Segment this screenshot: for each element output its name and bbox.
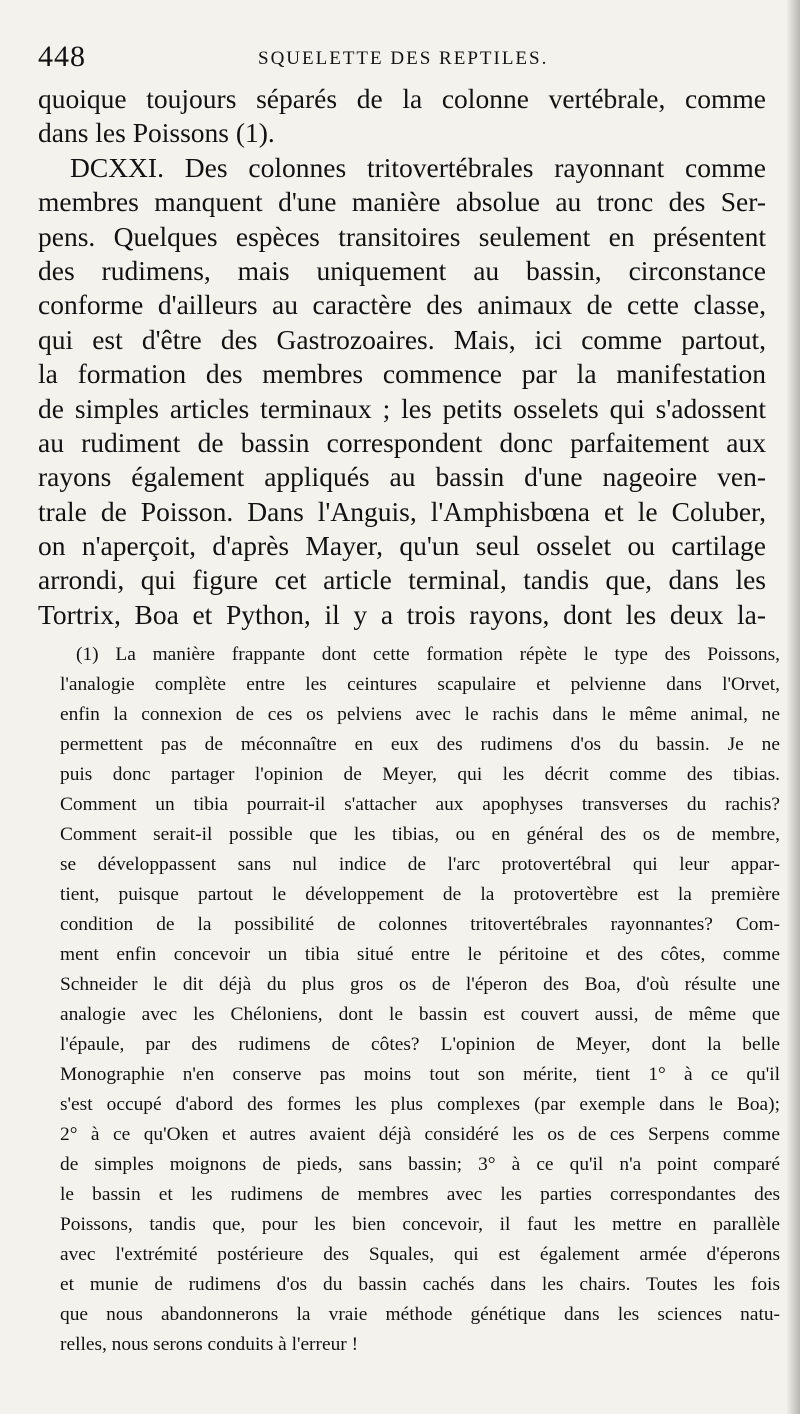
main-line: arrondi, qui figure cet article terminal, tandis que, dans les <box>38 564 766 596</box>
footnote-line: Poissons, tandis que, pour les bien concevoir, il faut les mettre en parallèle <box>60 1214 780 1235</box>
main-line: trale de Poisson. Dans l'Anguis, l'Amphisbœna et le Coluber, <box>38 495 766 527</box>
footnote-line: relles, nous serons conduits à l'erreur ! <box>60 1334 359 1355</box>
main-line: dans les Poissons (1). <box>38 117 275 149</box>
main-line: DCXXI. Des colonnes tritovertébrales rayonnant comme <box>70 151 766 183</box>
footnote-line: condition de la possibilité de colonnes tritovertébrales rayonnantes? Com- <box>60 914 780 935</box>
footnote-line: Comment serait-il possible que les tibias, ou en général des os de membre, <box>60 824 780 845</box>
footnote-line: avec l'extrémité postérieure des Squales, qui est également armée d'éperons <box>60 1244 780 1265</box>
main-line: au rudiment de bassin correspondent donc parfaitement aux <box>38 426 766 458</box>
footnote-line: Schneider le dit déjà du plus gros os de l'éperon des Boa, d'où résulte une <box>60 974 780 995</box>
main-line: de simples articles terminaux ; les petits osselets qui s'adossent <box>38 392 766 424</box>
main-line: quoique toujours séparés de la colonne vertébrale, comme <box>38 83 766 114</box>
footnote-line: tient, puisque partout le développement de la protovertèbre est la première <box>60 884 780 905</box>
footnote-line: de simples moignons de pieds, sans bassin; 3° à ce qu'il n'a point comparé <box>60 1154 780 1175</box>
page-edge-shadow <box>786 0 800 1414</box>
page-header <box>38 40 768 80</box>
footnote-line: que nous abandonnerons la vraie méthode génétique dans les sciences natu- <box>60 1304 780 1325</box>
footnote-line: s'est occupé d'abord des formes les plus complexes (par exemple dans le Boa); <box>60 1094 780 1115</box>
main-line: qui est d'être des Gastrozoaires. Mais, ici comme partout, <box>38 323 766 355</box>
footnote-line: 2° à ce qu'Oken et autres avaient déjà considéré les os de ces Serpens comme <box>60 1124 780 1145</box>
footnote-line: Comment un tibia pourrait-il s'attacher aux apophyses transverses du rachis? <box>60 794 780 815</box>
footnote-line: et munie de rudimens d'os du bassin cachés dans les chairs. Toutes les fois <box>60 1274 780 1295</box>
footnote-line: enfin la connexion de ces os pelviens avec le rachis dans le même animal, ne <box>60 704 780 725</box>
footnote-line: ment enfin concevoir un tibia situé entre le péritoine et des côtes, comme <box>60 944 780 965</box>
main-line: rayons également appliqués au bassin d'une nageoire ven- <box>38 461 766 493</box>
main-line: membres manquent d'une manière absolue au tronc des Ser- <box>38 186 766 218</box>
main-text <box>38 82 766 632</box>
footnote-line: (1) La manière frappante dont cette formation répète le type des Poissons, <box>76 644 780 665</box>
main-line: pens. Quelques espèces transitoires seulement en présentent <box>38 220 766 252</box>
footnote-line: Monographie n'en conserve pas moins tout son mérite, tient 1° à ce qu'il <box>60 1064 780 1085</box>
main-line: des rudimens, mais uniquement au bassin, circonstance <box>38 254 766 286</box>
page-number: 448 <box>38 40 86 73</box>
main-line: conforme d'ailleurs au caractère des animaux de cette classe, <box>38 289 766 321</box>
footnote-line: permettent pas de méconnaître en eux des rudimens d'os du bassin. Je ne <box>60 734 780 755</box>
footnote-line: se développassent sans nul indice de l'arc protovertébral qui leur appar- <box>60 854 780 875</box>
footnote-line: le bassin et les rudimens de membres avec les parties correspondantes des <box>60 1184 780 1205</box>
running-head: SQUELETTE DES REPTILES. <box>258 48 549 69</box>
footnote-line: analogie avec les Chéloniens, dont le bassin est couvert aussi, de même que <box>60 1004 780 1025</box>
footnote-line: puis donc partager l'opinion de Meyer, qui les décrit comme des tibias. <box>60 764 780 785</box>
main-line: Tortrix, Boa et Python, il y a trois rayons, dont les deux la- <box>38 598 766 630</box>
main-line: on n'aperçoit, d'après Mayer, qu'un seul osselet ou cartilage <box>38 530 766 562</box>
main-line: la formation des membres commence par la manifestation <box>38 358 766 390</box>
footnote-line: l'analogie complète entre les ceintures scapulaire et pelvienne dans l'Orvet, <box>60 674 780 695</box>
footnote-line: l'épaule, par des rudimens de côtes? L'opinion de Meyer, dont la belle <box>60 1034 780 1055</box>
footnote <box>60 640 780 1360</box>
